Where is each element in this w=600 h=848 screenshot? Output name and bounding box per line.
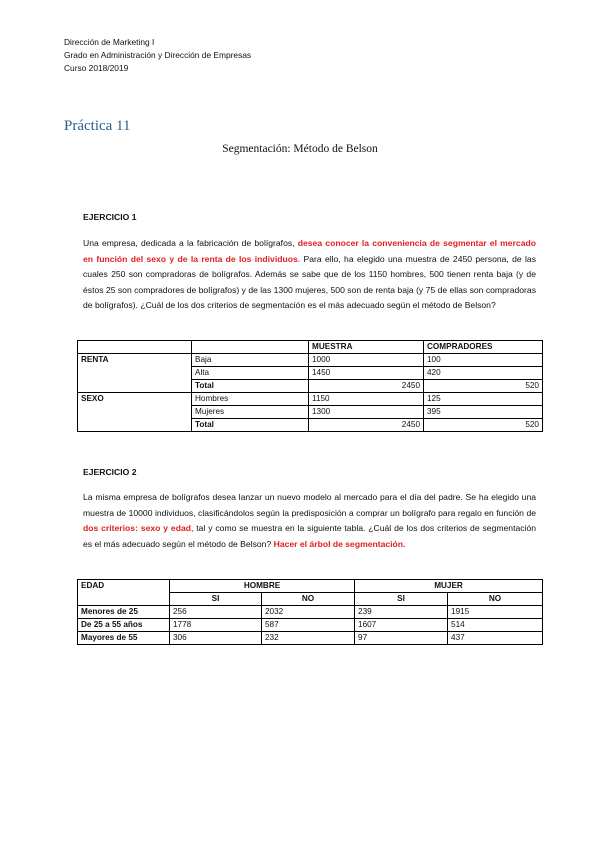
- table-row: [78, 393, 543, 406]
- table-row: [78, 406, 543, 419]
- table-cell: 420: [424, 367, 543, 380]
- table-cell: 1000: [309, 354, 424, 367]
- col-header-mujer: MUJER: [355, 580, 543, 593]
- exercise-2-text-a: La misma empresa de bolígrafos desea lanzar un nuevo modelo al mercado para el día del padre. Se ha elegido una muestra de 10000 individuos, clasificándolos según la predisposición a comprar un bolígrafo para regalo en función de: [83, 492, 536, 518]
- table-cell: 97: [355, 632, 448, 645]
- table-row: [78, 606, 543, 619]
- table-cell: 2450: [309, 419, 424, 432]
- table-row: [78, 367, 543, 380]
- page-title: Práctica 11: [64, 118, 131, 134]
- exercise-1-text: [83, 236, 536, 314]
- table-cell: Total: [192, 419, 309, 432]
- table-cell: Hombres: [192, 393, 309, 406]
- exercise-1-highlight: desea conocer la conveniencia de segmentar el mercado en función del sexo y de la renta de los individuos: [83, 238, 536, 264]
- table-cell: 1778: [170, 619, 262, 632]
- col-header-muestra: MUESTRA: [309, 341, 424, 354]
- table-cell: 1150: [309, 393, 424, 406]
- table-cell: 306: [170, 632, 262, 645]
- exercise-2-instruction: Hacer el árbol de segmentación.: [273, 538, 406, 549]
- row-label: Menores de 25: [78, 606, 170, 619]
- subtitle-text: Segmentación: Método de Belson: [222, 143, 378, 155]
- table-cell: 232: [262, 632, 355, 645]
- table-cell: Total: [192, 380, 309, 393]
- table-row: [78, 593, 543, 606]
- table-cell: 2450: [309, 380, 424, 393]
- document-header: [64, 36, 251, 75]
- table-cell: 1450: [309, 367, 424, 380]
- table-cell: [78, 380, 192, 393]
- exercise-2-text: [83, 490, 536, 552]
- page-subtitle: [0, 143, 600, 155]
- exercise-1-text-a: Una empresa, dedicada a la fabricación de bolígrafos,: [83, 238, 298, 248]
- header-year: Curso 2018/2019: [64, 63, 129, 73]
- col-header-hombre: HOMBRE: [170, 580, 355, 593]
- header-degree: Grado en Administración y Dirección de Empresas: [64, 50, 252, 60]
- table-cell: 520: [424, 419, 543, 432]
- exercise-2-heading: EJERCICIO 2: [83, 467, 137, 477]
- table-cell: 1300: [309, 406, 424, 419]
- table-cell: 239: [355, 606, 448, 619]
- table-renta-sexo: [77, 340, 543, 432]
- col-header-hombre-no: NO: [262, 593, 355, 606]
- header-course: Dirección de Marketing I: [64, 37, 155, 47]
- table-row: [78, 419, 543, 432]
- table-edad-sexo: [77, 579, 543, 645]
- table-row: [78, 580, 543, 593]
- table-row: [78, 632, 543, 645]
- table-cell: [78, 419, 192, 432]
- table-row: [78, 354, 543, 367]
- table-cell: 437: [448, 632, 543, 645]
- col-header-hombre-si: SI: [170, 593, 262, 606]
- table-cell: 395: [424, 406, 543, 419]
- col-header-compradores: COMPRADORES: [424, 341, 543, 354]
- exercise-2-text-b: , tal y como se muestra en la siguiente tabla. ¿Cuál de los dos criterios de segmentación es el más adecuado según el método de Belson?: [83, 523, 536, 549]
- row-label-renta: RENTA: [78, 354, 192, 367]
- table-cell: Mujeres: [192, 406, 309, 419]
- table-cell: 125: [424, 393, 543, 406]
- table-row: [78, 619, 543, 632]
- col-header-edad: EDAD: [78, 580, 170, 593]
- row-label-sexo: SEXO: [78, 393, 192, 406]
- row-label: De 25 a 55 años: [78, 619, 170, 632]
- table-cell: Baja: [192, 354, 309, 367]
- exercise-1-text-b: . Para ello, ha elegido una muestra de 2450 persona, de las cuales 250 son compradoras de bolígrafos. Además se sabe que de los 1150 hombres, 500 tienen renta baja (y de éstos 25 son compradores de bolígrafos) y de las 1300 mujeres, 500 son de renta baja (y 75 de ellas son compradoras de bolígrafos). ¿Cuál de los dos criterios de segmentación es el más adecuado según el método de Belson?: [83, 253, 537, 311]
- table-cell: 1915: [448, 606, 543, 619]
- table-cell: Alta: [192, 367, 309, 380]
- exercise-1-heading: EJERCICIO 1: [83, 212, 137, 222]
- table-cell: [192, 341, 309, 354]
- table-row: [78, 341, 543, 354]
- table-cell: 100: [424, 354, 543, 367]
- col-header-mujer-si: SI: [355, 593, 448, 606]
- table-cell: [78, 593, 170, 606]
- table-cell: 2032: [262, 606, 355, 619]
- exercise-2-highlight: dos criterios: sexo y edad: [83, 523, 191, 534]
- table-cell: 514: [448, 619, 543, 632]
- table-cell: 256: [170, 606, 262, 619]
- col-header-mujer-no: NO: [448, 593, 543, 606]
- row-label: Mayores de 55: [78, 632, 170, 645]
- table-cell: [78, 341, 192, 354]
- table-cell: 587: [262, 619, 355, 632]
- table-cell: 1607: [355, 619, 448, 632]
- table-row: [78, 380, 543, 393]
- table-cell: 520: [424, 380, 543, 393]
- table-cell: [78, 367, 192, 380]
- table-cell: [78, 406, 192, 419]
